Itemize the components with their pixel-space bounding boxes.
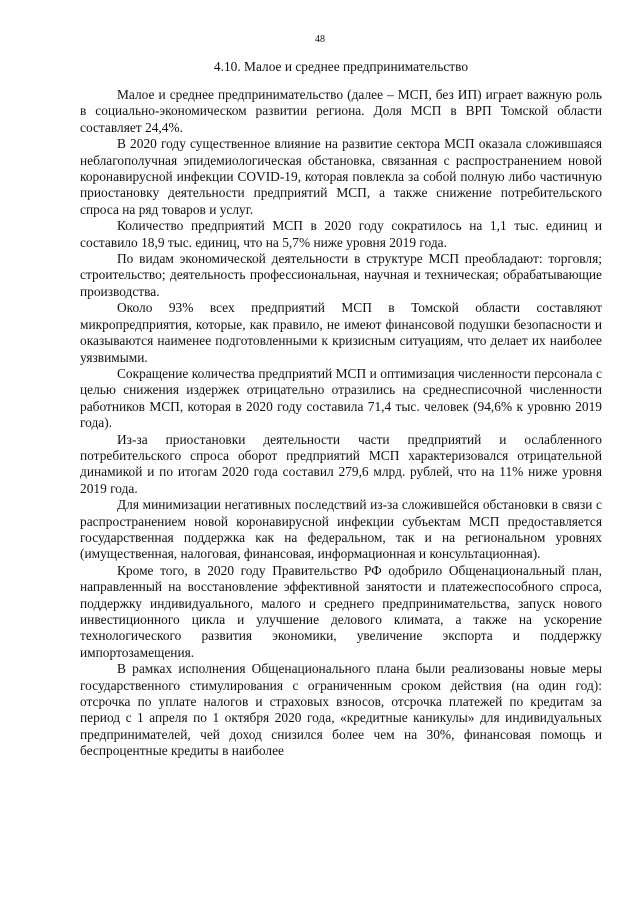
paragraph: В 2020 году существенное влияние на развитие сектора МСП оказала сложившаяся неблагополучная эпидемиологическая обстановка, связанная с распространением новой коронавирусной инфекции COVID-19, которая повлекла за собой полную либо частичную приостановку деятельности предприятий МСП, а также снижение потребительского спроса на ряд товаров и услуг. [80,136,602,217]
paragraph: Количество предприятий МСП в 2020 году сократилось на 1,1 тыс. единиц и составило 18,9 тыс. единиц, что на 5,7% ниже уровня 2019 года. [80,218,602,250]
paragraph: Сокращение количества предприятий МСП и оптимизация численности персонала с целью снижения издержек отрицательно отразились на среднесписочной численности работников МСП, которая в 2020 году составила 71,4 тыс. человек (94,6% к уровню 2019 года). [80,365,602,431]
body-text [80,87,602,760]
paragraph: Для минимизации негативных последствий из-за сложившейся обстановки в связи с распространением новой коронавирусной инфекции субъектам МСП предоставляется государственная поддержка как на федеральном, так и на региональном уровнях (имущественная, налоговая, финансовая, информационная и консультационная). [80,497,602,562]
paragraph: Кроме того, в 2020 году Правительство РФ одобрило Общенациональный план, направленный на восстановление эффективной занятости и платежеспособного спроса, поддержку индивидуального, малого и среднего предпринимательства, запуск нового инвестиционного цикла и улучшение делового климата, а также на ускорение технологического развития экономики, увеличение экспорта и поддержку импортозамещения. [80,562,602,660]
paragraph: По видам экономической деятельности в структуре МСП преобладают: торговля; строительство; деятельность профессиональная, научная и техническая; обрабатывающие производства. [80,251,602,299]
paragraph: Около 93% всех предприятий МСП в Томской области составляют микропредприятия, которые, как правило, не имеют финансовой подушки безопасности и оказываются наименее подготовленными к кризисным ситуациям, что делает их наиболее уязвимыми. [80,300,602,365]
section-title: 4.10. Малое и среднее предпринимательство [213,59,469,74]
paragraph: Из-за приостановки деятельности части предприятий и ослабленного потребительского спроса оборот предприятий МСП характеризовался отрицательной динамикой и по итогам 2020 года составил 279,6 млрд. рублей, что на 11% ниже уровня 2019 года. [80,431,602,496]
page-number: 48 [315,34,325,45]
paragraph: В рамках исполнения Общенационального плана были реализованы новые меры государственного стимулирования с ограниченным сроком действия (на один год): отсрочка по уплате налогов и страховых взносов, отсрочка платежей по кредитам за период с 1 апреля по 1 октября 2020 года, «кредитные каникулы» для индивидуальных предпринимателей, чей доход снизился более чем на 30%, финансовая помощь и беспроцентные кредиты в наиболее [80,661,602,759]
paragraph: Малое и среднее предпринимательство (далее – МСП, без ИП) играет важную роль в социально-экономическом развитии региона. Доля МСП в ВРП Томской области составляет 24,4%. [80,87,602,135]
